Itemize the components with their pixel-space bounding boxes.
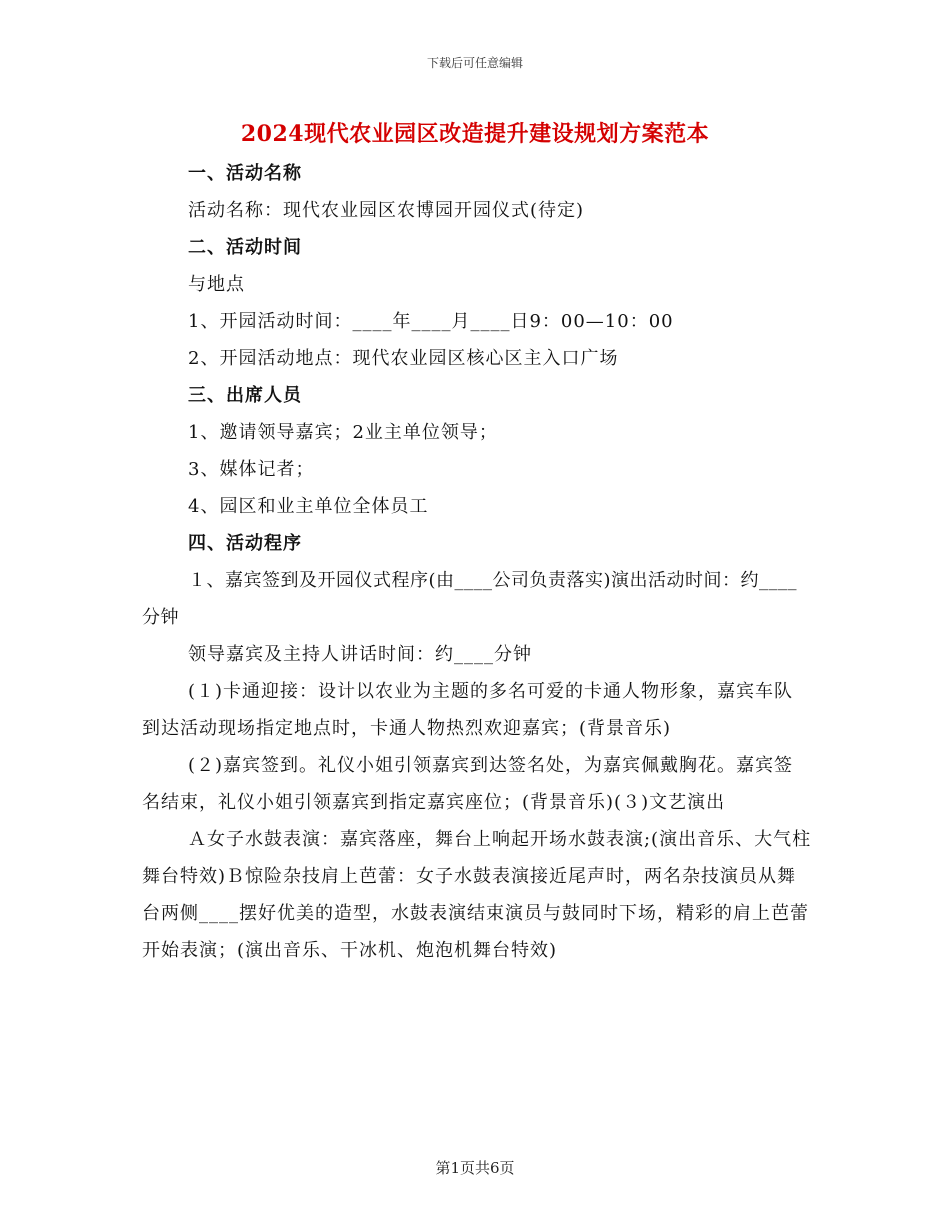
program-paragraph-3: (１)卡通迎接：设计以农业为主题的多名可爱的卡通人物形象，嘉宾车队到达活动现场指定地点时，卡通人物热烈欢迎嘉宾；(背景音乐) <box>142 681 794 739</box>
activity-time-continuation: 与地点 <box>188 274 245 295</box>
activity-name-text: 活动名称：现代农业园区农博园开园仪式(待定) <box>188 200 585 221</box>
attendees-item-4: 4、园区和业主单位全体员工 <box>188 496 429 517</box>
program-paragraph-2: 领导嘉宾及主持人讲话时间：约____分钟 <box>188 644 532 665</box>
attendees-item-3: 3、媒体记者； <box>188 459 315 480</box>
program-paragraph-4: (２)嘉宾签到。礼仪小姐引领嘉宾到达签名处，为嘉宾佩戴胸花。嘉宾签名结束，礼仪小姐引领嘉宾到指定嘉宾座位；(背景音乐)(３)文艺演出 <box>142 755 794 813</box>
section-heading-activity-name: 一、活动名称 <box>188 163 302 184</box>
opening-time-item: 1、开园活动时间：____年____月____日9：00—10：00 <box>188 311 674 332</box>
attendees-item-1: 1、邀请领导嘉宾；2业主单位领导； <box>188 422 498 443</box>
program-paragraph-1: １、嘉宾签到及开园仪式程序(由____公司负责落实)演出活动时间：约____分钟 <box>142 570 798 628</box>
section-heading-program: 四、活动程序 <box>188 533 302 554</box>
page-header-note: 下载后可任意编辑 <box>426 56 523 70</box>
section-heading-activity-time: 二、活动时间 <box>188 237 302 258</box>
page-footer-number: 第1页共6页 <box>435 1159 515 1177</box>
program-paragraph-5: Ａ女子水鼓表演：嘉宾落座，舞台上响起开场水鼓表演;(演出音乐、大气柱舞台特效)Ｂ惊险杂技肩上芭蕾：女子水鼓表演接近尾声时，两名杂技演员从舞台两侧____摆好优美的造型，水鼓表演结束演员与鼓同时下场，精彩的肩上芭蕾开始表演；(演出音乐、干冰机、炮泡机舞台特效) <box>142 829 812 961</box>
section-heading-attendees: 三、出席人员 <box>188 385 302 406</box>
opening-location-item: 2、开园活动地点：现代农业园区核心区主入口广场 <box>188 348 619 369</box>
document-body <box>142 155 812 969</box>
document-title: 2024现代农业园区改造提升建设规划方案范本 <box>240 121 710 147</box>
